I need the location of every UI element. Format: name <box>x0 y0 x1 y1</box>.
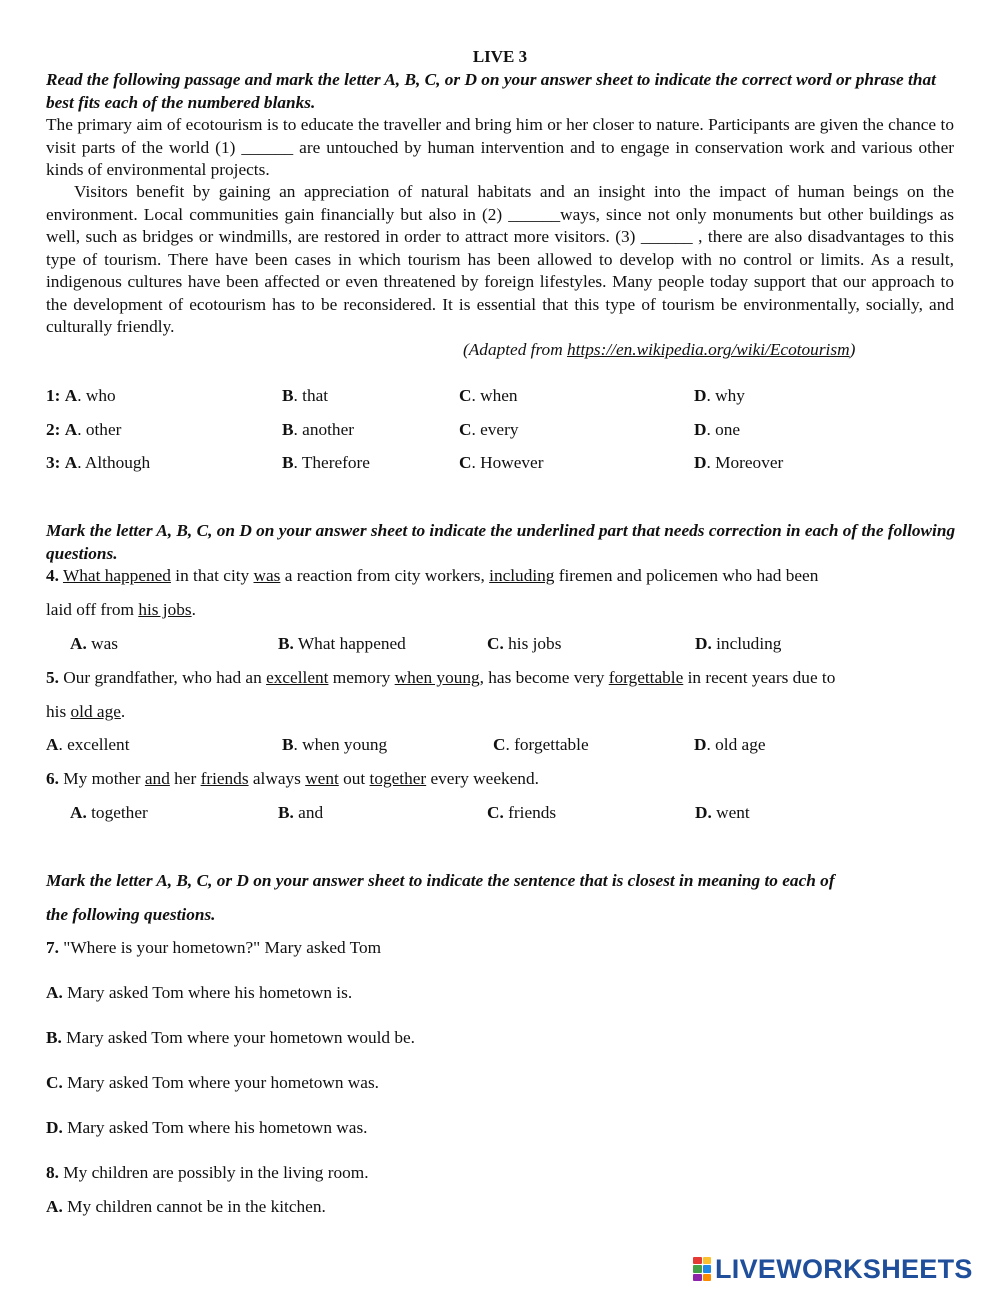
q6-option-c[interactable]: C. friends <box>487 803 557 822</box>
q6-option-b[interactable]: B. and <box>278 803 324 822</box>
q5-option-a[interactable]: A. excellent <box>46 735 130 754</box>
section3-instruction-line1: Mark the letter A, B, C, or D on your answer sheet to indicate the sentence that is closest in meaning to each of <box>46 871 835 890</box>
option-c[interactable]: C. when <box>459 386 518 405</box>
question-8-text: 8. My children are possibly in the living room. <box>46 1163 369 1182</box>
page-title: LIVE 3 <box>472 47 528 66</box>
option-c[interactable]: C. However <box>459 453 544 472</box>
q4-option-d[interactable]: D. including <box>695 634 782 653</box>
question-5-text-cont: his old age. <box>46 702 126 721</box>
passage-paragraph-2: Visitors benefit by gaining an appreciation of natural habitats and an insight into the impact of human beings on the environment. Local communities gain financially but also in (2) ______ways, since not only monuments but other buildings as well, such as bridges or windmills, are restored in order to attract more visitors. (3) ______ , there are also disadvantages to this type of tourism. There have been cases in which tourism has been allowed to develop with no control or limits. As a result, indigenous cultures have been affected or even threatened by foreign lifestyles. Many people today support that our approach to the development of ecotourism has to be reconsidered. It is essential that this type of tourism be environmentally, socially, and culturally friendly. <box>46 182 954 336</box>
q5-option-c[interactable]: C. forgettable <box>493 735 589 754</box>
question-number: 1: A. who <box>46 386 116 405</box>
q7-option-a[interactable]: A. Mary asked Tom where his hometown is. <box>46 983 353 1002</box>
q4-option-b[interactable]: B. What happened <box>278 634 406 653</box>
question-5-text: 5. Our grandfather, who had an excellent memory when young, has become very forgettable in recent years due to <box>46 668 836 687</box>
option-d[interactable]: D. one <box>694 420 741 439</box>
option-d[interactable]: D. Moreover <box>694 453 784 472</box>
option-d[interactable]: D. why <box>694 386 745 405</box>
q4-option-a[interactable]: A. was <box>70 634 119 653</box>
q6-option-a[interactable]: A. together <box>70 803 148 822</box>
source-prefix: (Adapted from <box>463 340 567 359</box>
liveworksheets-logo[interactable] <box>693 1254 973 1284</box>
question-4-text-cont: laid off from his jobs. <box>46 600 196 619</box>
logo-text: LIVEWORKSHEETS <box>715 1253 973 1284</box>
option-b[interactable]: B. that <box>282 386 329 405</box>
question-number: 3: A. Although <box>46 453 151 472</box>
section3-instruction-line2: the following questions. <box>46 905 216 924</box>
q6-option-d[interactable]: D. went <box>695 803 750 822</box>
liveworksheets-logo-icon <box>693 1257 711 1281</box>
source-suffix: ) <box>849 340 856 359</box>
section2-instruction: Mark the letter A, B, C, on D on your answer sheet to indicate the underlined part that needs correction in each of the following questions. <box>46 521 956 563</box>
question-7-text: 7. "Where is your hometown?" Mary asked Tom <box>46 938 382 957</box>
q5-option-d[interactable]: D. old age <box>694 735 766 754</box>
option-b[interactable]: B. another <box>282 420 354 439</box>
q5-option-b[interactable]: B. when young <box>282 735 388 754</box>
question-4-text: 4. What happened in that city was a reaction from city workers, including firemen and policemen who had been <box>46 566 819 585</box>
q8-option-a[interactable]: A. My children cannot be in the kitchen. <box>46 1197 326 1216</box>
q7-option-c[interactable]: C. Mary asked Tom where your hometown was. <box>46 1073 379 1092</box>
q7-option-d[interactable]: D. Mary asked Tom where his hometown was. <box>46 1118 368 1137</box>
option-b[interactable]: B. Therefore <box>282 453 370 472</box>
q7-option-b[interactable]: B. Mary asked Tom where your hometown would be. <box>46 1028 416 1047</box>
passage-source <box>463 340 855 360</box>
question-6-text: 6. My mother and her friends always went out together every weekend. <box>46 769 539 788</box>
source-link[interactable]: https://en.wikipedia.org/wiki/Ecotourism <box>567 340 850 359</box>
option-c[interactable]: C. every <box>459 420 519 439</box>
passage-paragraph-1: The primary aim of ecotourism is to educate the traveller and bring him or her closer to nature. Participants are given the chance to visit parts of the world (1) ______ are untouched by human intervention and to engage in conservation work and various other kinds of environmental projects. <box>46 115 954 179</box>
q4-option-c[interactable]: C. his jobs <box>487 634 562 653</box>
section1-instruction: Read the following passage and mark the letter A, B, C, or D on your answer sheet to indicate the correct word or phrase that best fits each of the numbered blanks. <box>46 70 936 112</box>
question-number: 2: A. other <box>46 420 122 439</box>
